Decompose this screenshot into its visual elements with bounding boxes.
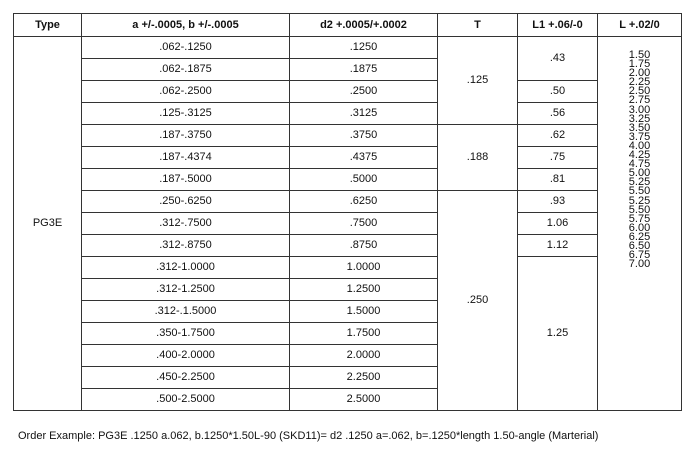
spec-table	[13, 13, 682, 411]
t-cell: .125	[438, 37, 518, 125]
d2-cell: .2500	[290, 81, 438, 103]
ab-cell: .450-2.2500	[82, 367, 290, 389]
l-value: 7.00	[628, 258, 651, 271]
header-l1: L1 +.06/-0	[518, 14, 598, 37]
table-row	[14, 81, 682, 103]
d2-cell: 1.0000	[290, 257, 438, 279]
l-value: 6.75	[628, 249, 651, 262]
table-row	[14, 235, 682, 257]
d2-cell: 2.2500	[290, 367, 438, 389]
ab-cell: .312-.7500	[82, 213, 290, 235]
l-value: 3.50	[628, 121, 651, 134]
l-value: 1.75	[628, 58, 651, 71]
l1-cell: .56	[518, 103, 598, 125]
l-value: 4.25	[628, 149, 651, 162]
l-value: 5.75	[628, 212, 651, 225]
l-value: 1.50	[628, 49, 651, 61]
ab-cell: .062-.1875	[82, 59, 290, 81]
l1-cell: .81	[518, 169, 598, 191]
table-row	[14, 213, 682, 235]
ab-cell: .187-.5000	[82, 169, 290, 191]
l-value: 5.25	[628, 194, 651, 207]
order-example-text: Order Example: PG3E .1250 a.062, b.1250*1.50L-90 (SKD11)= d2 .1250 a=.062, b=.1250*length 1.50-angle (Marterial)	[18, 430, 599, 442]
d2-cell: 1.5000	[290, 301, 438, 323]
d2-cell: .7500	[290, 213, 438, 235]
l-value: 2.00	[628, 67, 651, 80]
l1-cell: .62	[518, 125, 598, 147]
ab-cell: .125-.3125	[82, 103, 290, 125]
l1-cell: .43	[518, 37, 598, 81]
ab-cell: .500-2.5000	[82, 389, 290, 411]
type-cell: PG3E	[14, 37, 82, 411]
header-ab: a +/-.0005, b +/-.0005	[82, 14, 290, 37]
l-value: 2.50	[628, 85, 651, 98]
l-value: 5.25	[628, 176, 651, 189]
l-value: 2.25	[628, 76, 651, 89]
l1-cell: 1.12	[518, 235, 598, 257]
ab-cell: .312-1.0000	[82, 257, 290, 279]
l-value: 3.00	[628, 103, 651, 116]
l-cell	[598, 37, 682, 411]
ab-cell: .350-1.7500	[82, 323, 290, 345]
d2-cell: .4375	[290, 147, 438, 169]
d2-cell: .1250	[290, 37, 438, 59]
ab-cell: .312-1.2500	[82, 279, 290, 301]
table-row	[14, 125, 682, 147]
ab-cell: .312-.1.5000	[82, 301, 290, 323]
l-value: 6.25	[628, 230, 651, 243]
table-row	[14, 103, 682, 125]
l-value: 5.50	[628, 203, 651, 216]
header-l: L +.02/0	[598, 14, 682, 37]
ab-cell: .062-.1250	[82, 37, 290, 59]
l1-cell: .75	[518, 147, 598, 169]
table-row	[14, 37, 682, 59]
d2-cell: 1.2500	[290, 279, 438, 301]
l-value: 6.50	[628, 239, 651, 252]
ab-cell: .187-.4374	[82, 147, 290, 169]
l1-cell: 1.25	[518, 257, 598, 411]
l-value: 4.00	[628, 139, 651, 152]
ab-cell: .400-2.0000	[82, 345, 290, 367]
l1-cell: .50	[518, 81, 598, 103]
table-row	[14, 191, 682, 213]
d2-cell: .5000	[290, 169, 438, 191]
ab-cell: .062-.2500	[82, 81, 290, 103]
l1-cell: 1.06	[518, 213, 598, 235]
d2-cell: 2.0000	[290, 345, 438, 367]
table-row	[14, 147, 682, 169]
l-value: 3.25	[628, 112, 651, 125]
header-t: T	[438, 14, 518, 37]
d2-cell: 1.7500	[290, 323, 438, 345]
d2-cell: .6250	[290, 191, 438, 213]
table-row	[14, 257, 682, 279]
ab-cell: .250-.6250	[82, 191, 290, 213]
l-value: 5.50	[628, 185, 651, 198]
header-row	[14, 14, 682, 37]
ab-cell: .312-.8750	[82, 235, 290, 257]
l-value: 5.00	[628, 167, 651, 180]
header-type: Type	[14, 14, 82, 37]
d2-cell: .8750	[290, 235, 438, 257]
l-value: 6.00	[628, 221, 651, 234]
header-d2: d2 +.0005/+.0002	[290, 14, 438, 37]
t-cell: .188	[438, 125, 518, 191]
l1-cell: .93	[518, 191, 598, 213]
l-value: 4.75	[628, 158, 651, 171]
l-value: 2.75	[628, 94, 651, 107]
d2-cell: .3125	[290, 103, 438, 125]
d2-cell: 2.5000	[290, 389, 438, 411]
table-row	[14, 169, 682, 191]
ab-cell: .187-.3750	[82, 125, 290, 147]
l-value: 3.75	[628, 130, 651, 143]
t-cell: .250	[438, 191, 518, 411]
d2-cell: .1875	[290, 59, 438, 81]
d2-cell: .3750	[290, 125, 438, 147]
l-values-list	[598, 37, 681, 410]
